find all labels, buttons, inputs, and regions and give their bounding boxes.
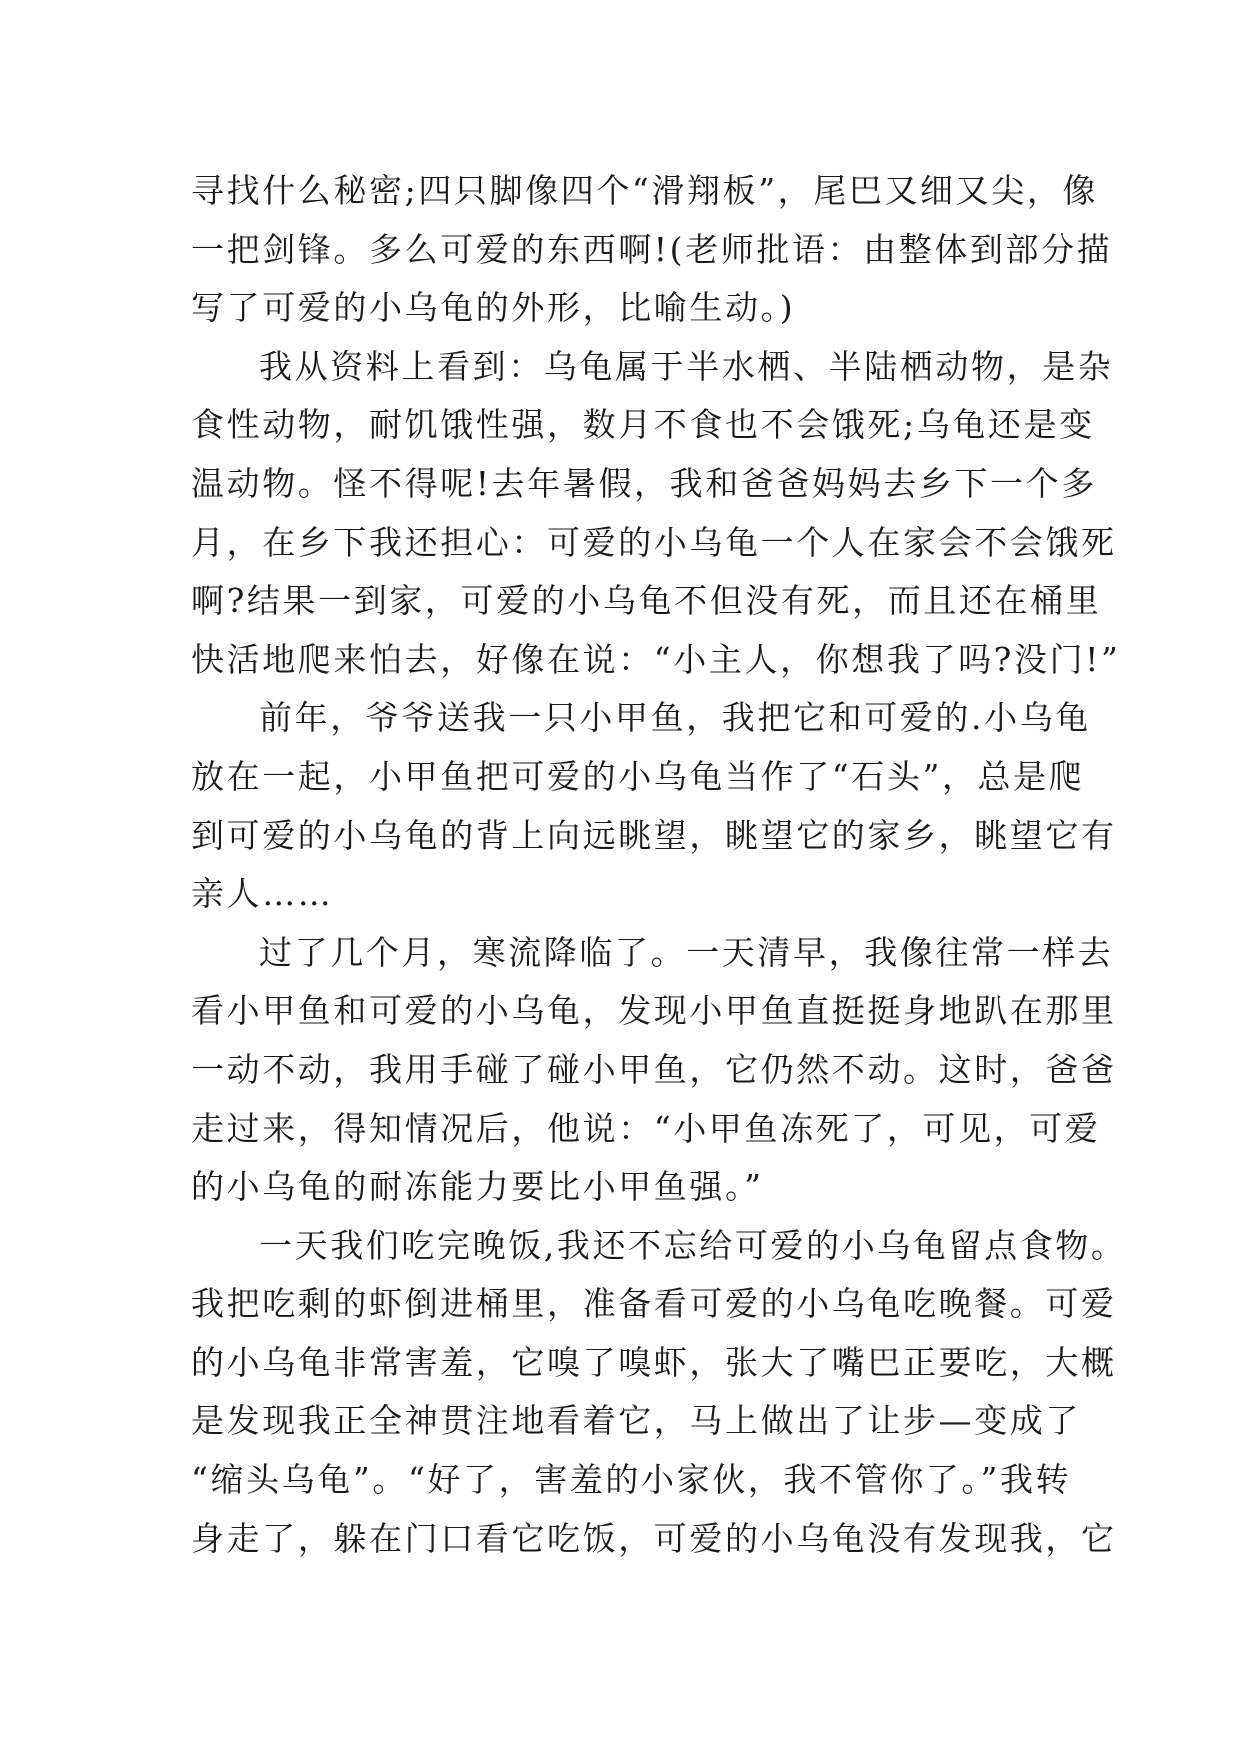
text-line: 看小甲鱼和可爱的小乌龟，发现小甲鱼直挺挺身地趴在那里 bbox=[191, 991, 1117, 1031]
text-line: 是发现我正全神贯注地看着它，马上做出了让步—变成了 bbox=[191, 1401, 1081, 1441]
text-line: 一把剑锋。多么可爱的东西啊!(老师批语：由整体到部分描 bbox=[191, 229, 1113, 269]
text-line: 寻找什么秘密;四只脚像四个“滑翔板”，尾巴又细又尖，像 bbox=[191, 171, 1099, 210]
text-line: 一动不动，我用手碰了碰小甲鱼，它仍然不动。这时，爸爸 bbox=[191, 1049, 1117, 1089]
paragraph-start-line: 我从资料上看到：乌龟属于半水栖、半陆栖动物，是杂 bbox=[259, 346, 1114, 386]
paragraph-start-line: 过了几个月，寒流降临了。一天清早，我像往常一样去 bbox=[259, 932, 1114, 972]
text-line: 亲人…… bbox=[191, 874, 334, 914]
text-line: 的小乌龟的耐冻能力要比小甲鱼强。” bbox=[191, 1167, 764, 1207]
text-line: 走过来，得知情况后，他说：“小甲鱼冻死了，可见，可爱 bbox=[191, 1108, 1101, 1148]
text-line: 写了可爱的小乌龟的外形，比喻生动。) bbox=[191, 288, 796, 328]
text-line: 啊?结果一到家，可爱的小乌龟不但没有死，而且还在桶里 bbox=[191, 581, 1102, 621]
text-line: “缩头乌龟”。“好了，害羞的小家伙，我不管你了。”我转 bbox=[191, 1460, 1072, 1500]
essay-body bbox=[191, 162, 1127, 1568]
paragraph-start-line: 前年，爷爷送我一只小甲鱼，我把它和可爱的.小乌龟 bbox=[259, 698, 1091, 738]
text-line: 我把吃剩的虾倒进桶里，准备看可爱的小乌龟吃晚餐。可爱 bbox=[191, 1284, 1117, 1324]
text-line: 身走了，躲在门口看它吃饭，可爱的小乌龟没有发现我，它 bbox=[191, 1518, 1117, 1558]
paragraph-start-line: 一天我们吃完晚饭,我还不忘给可爱的小乌龟留点食物。 bbox=[259, 1225, 1127, 1265]
text-line: 快活地爬来怕去，好像在说：“小主人，你想我了吗?没门!” bbox=[191, 639, 1121, 679]
text-line: 放在一起，小甲鱼把可爱的小乌龟当作了“石头”，总是爬 bbox=[191, 756, 1085, 796]
text-line: 温动物。怪不得呢!去年暑假，我和爸爸妈妈去乡下一个多 bbox=[191, 463, 1097, 503]
text-line: 的小乌龟非常害羞，它嗅了嗅虾，张大了嘴巴正要吃，大概 bbox=[191, 1342, 1117, 1382]
text-line: 食性动物，耐饥饿性强，数月不食也不会饿死;乌龟还是变 bbox=[191, 405, 1095, 445]
text-line: 月，在乡下我还担心：可爱的小乌龟一个人在家会不会饿死 bbox=[191, 522, 1117, 562]
text-line: 到可爱的小乌龟的背上向远眺望，眺望它的家乡，眺望它有 bbox=[191, 815, 1117, 855]
